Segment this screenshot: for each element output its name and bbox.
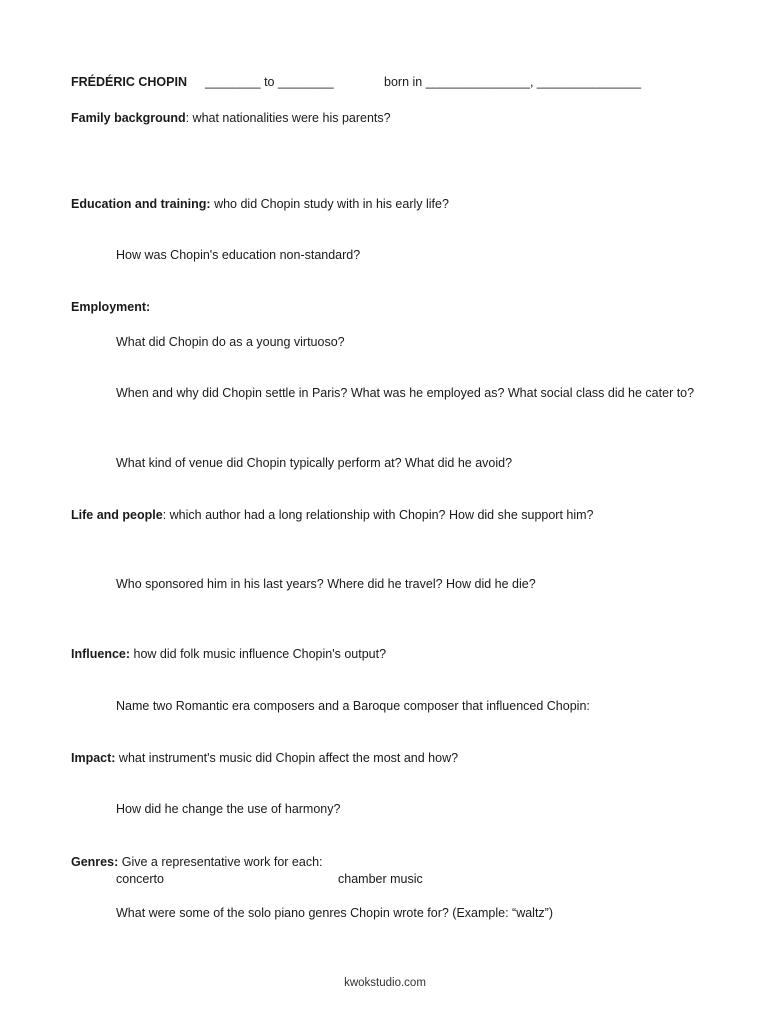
education-label: Education and training: [71, 197, 211, 211]
employment-label: Employment: [71, 300, 151, 314]
impact-section [71, 750, 458, 766]
employment-q3: What kind of venue did Chopin typically perform at? What did he avoid? [116, 456, 513, 470]
education-section [71, 196, 449, 212]
employment-q1: What did Chopin do as a young virtuoso? [116, 335, 345, 349]
footer-source: kwokstudio.com [344, 977, 426, 989]
employment-q2: When and why did Chopin settle in Paris? What was he employed as? What social class did he cater to? [116, 386, 695, 400]
family-question: : what nationalities were his parents? [185, 111, 391, 125]
life-section [71, 507, 594, 523]
genres-section [71, 854, 323, 870]
influence-section [71, 646, 386, 662]
impact-label: Impact: [71, 751, 116, 765]
genre-item-chamber-music: chamber music [338, 872, 423, 886]
education-question: who did Chopin study with in his early life? [210, 197, 449, 211]
genres-label: Genres: [71, 855, 119, 869]
dates-blank: ________ to ________ [205, 75, 334, 89]
influence-followup: Name two Romantic era composers and a Baroque composer that influenced Chopin: [116, 699, 590, 713]
influence-label: Influence: [71, 647, 131, 661]
life-followup: Who sponsored him in his last years? Where did he travel? How did he die? [116, 577, 536, 591]
genres-followup: What were some of the solo piano genres Chopin wrote for? (Example: “waltz”) [116, 906, 553, 920]
impact-question: what instrument's music did Chopin affect the most and how? [115, 751, 459, 765]
impact-followup: How did he change the use of harmony? [116, 802, 341, 816]
page-title: FRÉDÉRIC CHOPIN [71, 75, 187, 89]
genres-question: Give a representative work for each: [118, 855, 323, 869]
life-question: : which author had a long relationship with Chopin? How did she support him? [162, 508, 594, 522]
influence-question: how did folk music influence Chopin's output? [130, 647, 387, 661]
life-label: Life and people [71, 508, 163, 522]
family-section [71, 110, 391, 126]
education-followup: How was Chopin's education non-standard? [116, 248, 361, 262]
genre-item-concerto: concerto [116, 872, 164, 886]
family-label: Family background [71, 111, 186, 125]
birthplace-blank: born in _______________, _______________ [384, 75, 642, 89]
